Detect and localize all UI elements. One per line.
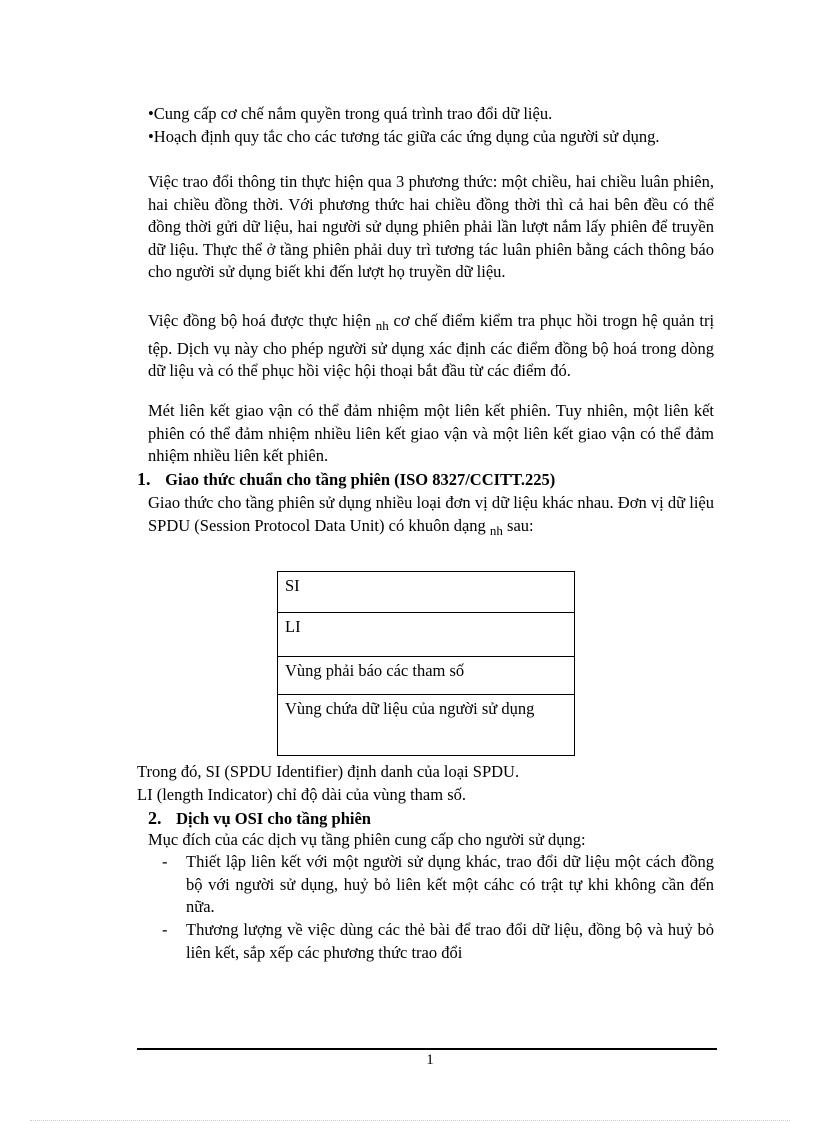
section-2-heading [148,807,714,831]
sync-paragraph [148,310,714,383]
section-2-number: 2. [148,808,162,828]
list-item [162,919,714,964]
list-item-text: Thương lượng về việc dùng các thẻ bài để trao đổi dữ liệu, đồng bộ và huỷ bỏ liên kết, sắp xếp các phương thức trao đổi [186,920,714,962]
sync-text-start: Việc đồng bộ hoá được thực hiện [148,311,371,330]
list-dash: - [162,852,168,871]
sync-sub: nh [375,318,389,333]
list-item [162,851,714,919]
spdu-field-li: LI [278,613,575,657]
si-definition: Trong đó, SI (SPDU Identifier) định danh của loại SPDU. [137,762,520,781]
section-1-number: 1. [137,469,151,489]
section-2-title: Dịch vụ OSI cho tầng phiên [176,809,371,828]
links-paragraph: Mét liên kết giao vận có thể đảm nhiệm một liên kết phiên. Tuy nhiên, một liên kết phiên có thể đảm nhiệm nhiều liên kết giao vận và một liên kết giao vận có thể đảm nhiệm nhiều liên kết phiên. [148,401,714,465]
spdu-field-userdata: Vùng chứa dữ liệu của người sử dụng [278,695,575,756]
exchange-paragraph: Việc trao đổi thông tin thực hiện qua 3 phương thức: một chiều, hai chiều luân phiên, hai chiều đồng thời. Với phương thức hai chiều đồng thời thì cả hai bên đều có thể đồng thời gửi dữ liệu, hai người sử dụng phiên phải lần lượt nắm lấy phiên để truyền dữ liệu. Thực thể ở tầng phiên phải duy trì tương tác luân phiên bằng cách thông báo cho người sử dụng biết khi đến lượt họ truyền dữ liệu. [148,172,714,281]
li-definition: LI (length Indicator) chỉ độ dài của vùng tham số. [137,785,466,804]
section-1-body [148,492,714,542]
sync-text-end: cơ chế điểm kiểm tra phục hồi trogn hệ quản trị tệp. Dịch vụ này cho phép người sử dụng xác định các điểm đồng bộ hoá trong dòng dữ liệu và có thể phục hồi việc hội thoại bắt đầu từ các điểm đó. [148,311,715,380]
section-1-body-end: sau: [507,515,534,535]
page-bottom-edge [30,1120,790,1121]
section-1-body-start: Giao thức cho tầng phiên sử dụng nhiều loại đơn vị dữ liệu khác nhau. Đơn vị dữ liệu SPDU (Session Protocol Data Unit) có khuôn dạng [148,493,714,535]
section-2-intro: Mục đích của các dịch vụ tầng phiên cung cấp cho người sử dụng: [148,830,586,849]
footer-rule [137,1048,717,1050]
list-dash: - [162,920,168,939]
section-1-heading [137,468,717,492]
spdu-field-si: SI [278,572,575,613]
spdu-format-table [277,571,575,756]
bullet-paragraph: •Hoạch định quy tắc cho các tương tác giữa các ứng dụng của người sử dụng. [148,127,660,146]
list-item-text: Thiết lập liên kết với một người sử dụng khác, trao đổi dữ liệu một cách đồng bộ với người sử dụng, huỷ bỏ liên kết một cáhc có trật tự khi không cần đến nữa. [186,852,714,916]
section-1-title: Giao thức chuẩn cho tầng phiên (ISO 8327/CCITT.225) [165,470,556,489]
bullet-paragraph: •Cung cấp cơ chế nắm quyền trong quá trình trao đổi dữ liệu. [148,104,553,123]
page-number: 1 [426,1052,434,1068]
section-1-body-sub: nh [489,522,503,538]
spdu-field-params: Vùng phải báo các tham số [278,657,575,695]
